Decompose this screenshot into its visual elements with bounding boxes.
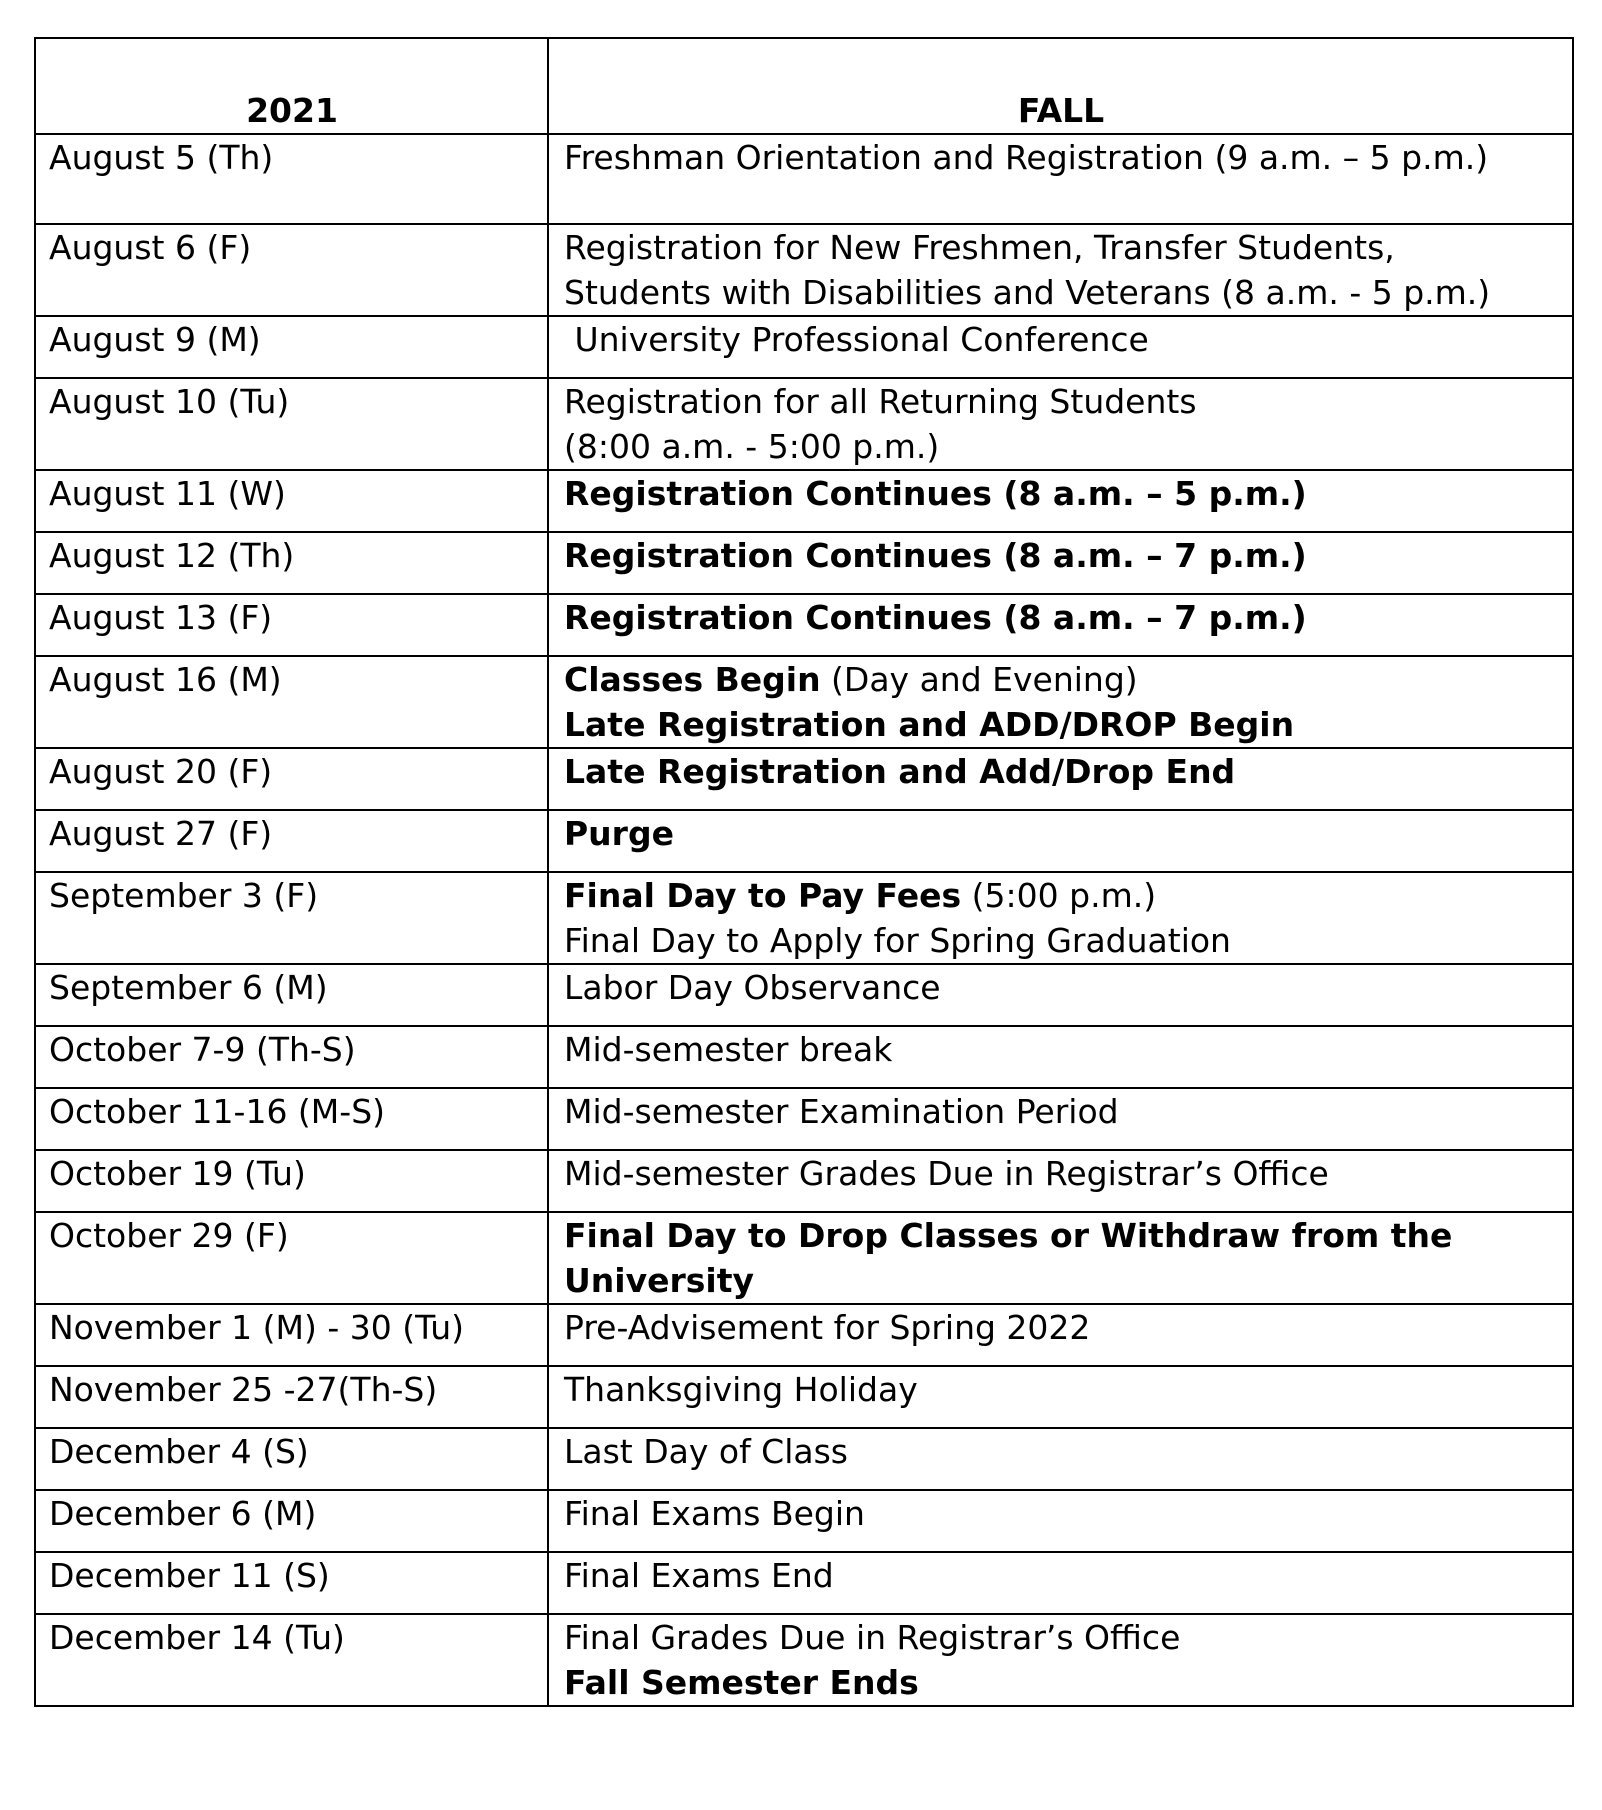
event-text: Final Exams End <box>564 1556 834 1595</box>
event-date: October 11-16 (M-S) <box>35 1088 548 1150</box>
event-text: Students with Disabilities and Veterans (8 a.m. - 5 p.m.) <box>564 273 1491 312</box>
event-description <box>548 1428 1573 1490</box>
event-text: Pre-Advisement for Spring 2022 <box>564 1308 1091 1347</box>
table-row <box>35 964 1573 1026</box>
event-date: September 6 (M) <box>35 964 548 1026</box>
event-description <box>548 224 1573 316</box>
event-text-bold: Final Day to Pay Fees <box>564 876 962 915</box>
event-text: (5:00 p.m.) <box>961 876 1157 915</box>
event-line <box>564 595 1560 640</box>
table-header-row <box>35 38 1573 134</box>
event-text: Mid-semester Examination Period <box>564 1092 1119 1131</box>
event-description <box>548 316 1573 378</box>
event-line <box>564 225 1560 270</box>
table-row <box>35 1552 1573 1614</box>
event-text-bold: Fall Semester Ends <box>564 1663 919 1702</box>
table-row <box>35 810 1573 872</box>
event-line <box>564 811 1560 856</box>
event-line <box>564 1151 1560 1196</box>
table-row <box>35 1088 1573 1150</box>
event-date: December 4 (S) <box>35 1428 548 1490</box>
academic-calendar-table <box>34 37 1574 1707</box>
event-date: October 19 (Tu) <box>35 1150 548 1212</box>
event-date: August 12 (Th) <box>35 532 548 594</box>
event-line <box>564 135 1560 180</box>
event-text: (8:00 a.m. - 5:00 p.m.) <box>564 427 940 466</box>
table-row <box>35 1614 1573 1706</box>
event-line <box>564 317 1560 362</box>
event-line <box>564 1367 1560 1412</box>
table-row <box>35 1150 1573 1212</box>
event-date: August 9 (M) <box>35 316 548 378</box>
event-date: August 10 (Tu) <box>35 378 548 470</box>
event-description <box>548 1304 1573 1366</box>
calendar-body <box>35 134 1573 1706</box>
event-description <box>548 470 1573 532</box>
event-line <box>564 1615 1560 1660</box>
event-line <box>564 1553 1560 1598</box>
event-text: Final Grades Due in Registrar’s Office <box>564 1618 1181 1657</box>
event-description <box>548 1552 1573 1614</box>
event-description <box>548 810 1573 872</box>
event-text-bold: Registration Continues (8 a.m. – 5 p.m.) <box>564 474 1307 513</box>
event-date: December 6 (M) <box>35 1490 548 1552</box>
event-date: August 6 (F) <box>35 224 548 316</box>
event-description <box>548 1366 1573 1428</box>
event-text-bold: Classes Begin <box>564 660 821 699</box>
event-text: (Day and Evening) <box>820 660 1138 699</box>
event-date: December 11 (S) <box>35 1552 548 1614</box>
event-date: August 16 (M) <box>35 656 548 748</box>
event-text: Thanksgiving Holiday <box>564 1370 918 1409</box>
event-description <box>548 1212 1573 1304</box>
table-row <box>35 224 1573 316</box>
event-text-bold: Late Registration and Add/Drop End <box>564 752 1236 791</box>
event-description <box>548 748 1573 810</box>
event-date: November 1 (M) - 30 (Tu) <box>35 1304 548 1366</box>
event-line <box>564 270 1560 315</box>
event-description <box>548 594 1573 656</box>
event-date: October 7-9 (Th-S) <box>35 1026 548 1088</box>
event-line <box>564 1089 1560 1134</box>
event-description <box>548 964 1573 1026</box>
event-description <box>548 1026 1573 1088</box>
event-text: Registration for all Returning Students <box>564 382 1197 421</box>
event-line <box>564 1213 1560 1258</box>
table-row <box>35 1026 1573 1088</box>
event-line <box>564 657 1560 702</box>
event-date: August 20 (F) <box>35 748 548 810</box>
event-date: August 11 (W) <box>35 470 548 532</box>
event-date: August 27 (F) <box>35 810 548 872</box>
table-row <box>35 1304 1573 1366</box>
table-row <box>35 378 1573 470</box>
event-text-bold: Purge <box>564 814 674 853</box>
event-line <box>564 379 1560 424</box>
event-line <box>564 702 1560 747</box>
event-line <box>564 533 1560 578</box>
event-text: Last Day of Class <box>564 1432 848 1471</box>
table-row <box>35 316 1573 378</box>
event-line <box>564 471 1560 516</box>
event-line <box>564 873 1560 918</box>
event-text: Final Exams Begin <box>564 1494 865 1533</box>
event-text: Labor Day Observance <box>564 968 941 1007</box>
table-row <box>35 1428 1573 1490</box>
event-text-bold: University <box>564 1261 755 1300</box>
event-line <box>564 749 1560 794</box>
event-text-bold: Registration Continues (8 a.m. – 7 p.m.) <box>564 536 1307 575</box>
event-date: November 25 -27(Th-S) <box>35 1366 548 1428</box>
event-date: August 5 (Th) <box>35 134 548 224</box>
table-row <box>35 1366 1573 1428</box>
event-line <box>564 918 1560 963</box>
event-line <box>564 1491 1560 1536</box>
event-description <box>548 134 1573 224</box>
table-row <box>35 656 1573 748</box>
event-line <box>564 1258 1560 1303</box>
table-row <box>35 134 1573 224</box>
event-description <box>548 656 1573 748</box>
table-row <box>35 532 1573 594</box>
event-text: Registration for New Freshmen, Transfer Students, <box>564 228 1395 267</box>
table-row <box>35 872 1573 964</box>
event-text-bold: Final Day to Drop Classes or Withdraw from the <box>564 1216 1453 1255</box>
event-line <box>564 1027 1560 1072</box>
table-row <box>35 594 1573 656</box>
event-text: Mid-semester break <box>564 1030 893 1069</box>
event-line <box>564 1660 1560 1705</box>
event-description <box>548 1614 1573 1706</box>
event-date: October 29 (F) <box>35 1212 548 1304</box>
year-column-header: 2021 <box>35 38 548 134</box>
event-line <box>564 424 1560 469</box>
event-description <box>548 1150 1573 1212</box>
event-text: University Professional Conference <box>564 320 1149 359</box>
event-text-bold: Registration Continues (8 a.m. – 7 p.m.) <box>564 598 1307 637</box>
event-line <box>564 1429 1560 1474</box>
event-description <box>548 872 1573 964</box>
event-description <box>548 378 1573 470</box>
event-description <box>548 1088 1573 1150</box>
event-date: August 13 (F) <box>35 594 548 656</box>
term-column-header: FALL <box>548 38 1573 134</box>
event-text: Mid-semester Grades Due in Registrar’s Office <box>564 1154 1329 1193</box>
event-description <box>548 532 1573 594</box>
event-date: September 3 (F) <box>35 872 548 964</box>
event-description <box>548 1490 1573 1552</box>
table-row <box>35 470 1573 532</box>
table-row <box>35 748 1573 810</box>
event-line <box>564 1305 1560 1350</box>
event-date: December 14 (Tu) <box>35 1614 548 1706</box>
event-text: Final Day to Apply for Spring Graduation <box>564 921 1231 960</box>
event-text: Freshman Orientation and Registration (9 a.m. – 5 p.m.) <box>564 138 1489 177</box>
event-line <box>564 965 1560 1010</box>
table-row <box>35 1212 1573 1304</box>
event-text-bold: Late Registration and ADD/DROP Begin <box>564 705 1295 744</box>
table-row <box>35 1490 1573 1552</box>
